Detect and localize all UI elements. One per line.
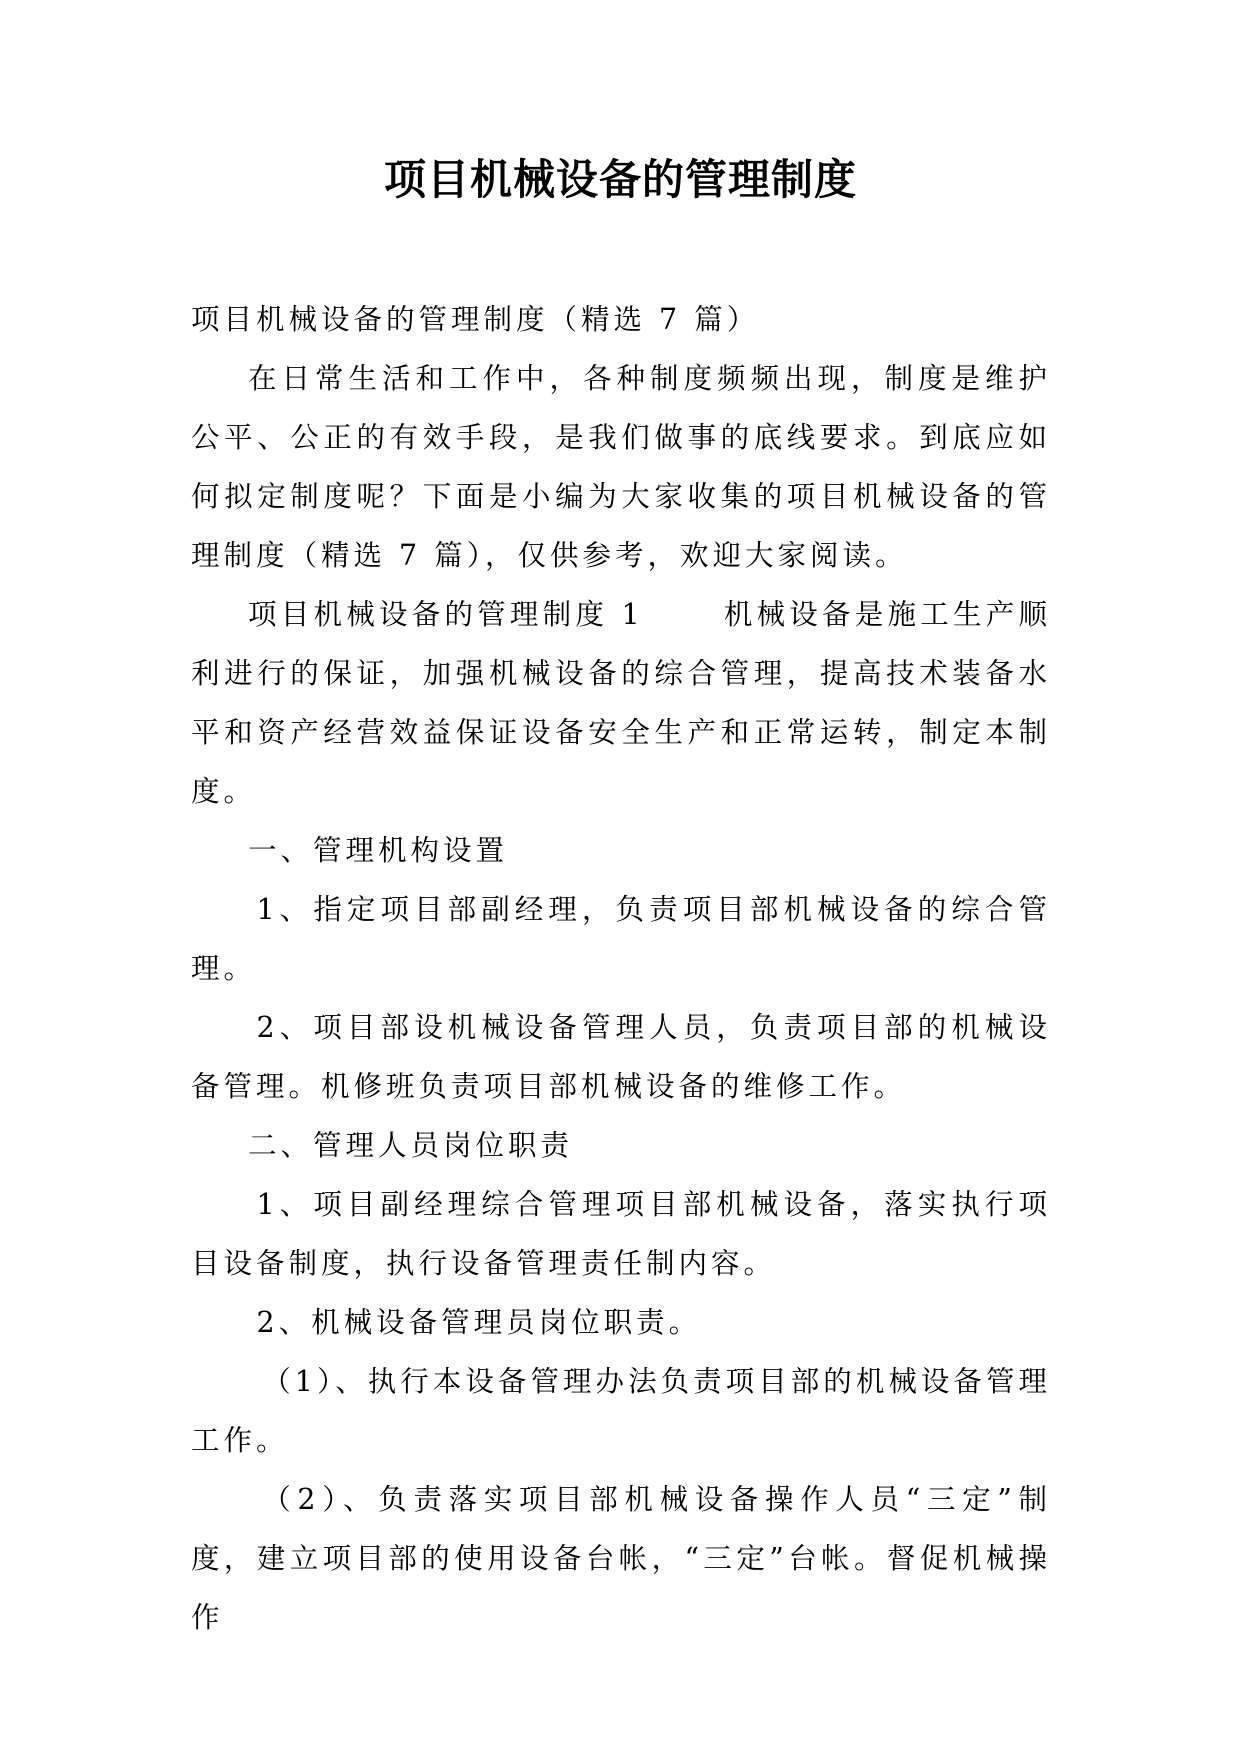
section-paragraph bbox=[191, 585, 1051, 821]
intro-paragraph: 在日常生活和工作中，各种制度频频出现，制度是维护公平、公正的有效手段，是我们做事的底线要求。到底应如何拟定制度呢？下面是小编为大家收集的项目机械设备的管理制度（精选 7 篇），仅供参考，欢迎大家阅读。 bbox=[191, 362, 1051, 572]
document-body bbox=[191, 290, 1051, 1647]
list-item: 2、项目部设机械设备管理人员，负责项目部的机械设备管理。机修班负责项目部机械设备的维修工作。 bbox=[191, 1011, 1051, 1103]
document-subtitle: 项目机械设备的管理制度（精选 7 篇） bbox=[191, 303, 760, 336]
list-item: 1、指定项目部副经理，负责项目部机械设备的综合管理。 bbox=[191, 893, 1051, 985]
heading-management-setup: 一、管理机构设置 bbox=[248, 834, 509, 867]
list-item: 2、机械设备管理员岗位职责。 bbox=[256, 1306, 702, 1339]
section-heading: 项目机械设备的管理制度 1 bbox=[248, 598, 644, 631]
list-item: 1、项目副经理综合管理项目部机械设备，落实执行项目设备制度，执行设备管理责任制内容。 bbox=[191, 1188, 1051, 1280]
sub-list-item: （2）、负责落实项目部机械设备操作人员“三定”制度，建立项目部的使用设备台帐，“三定”台帐。督促机械操作 bbox=[191, 1483, 1051, 1634]
document-title: 项目机械设备的管理制度 bbox=[383, 155, 857, 204]
sub-list-item: （1）、执行本设备管理办法负责项目部的机械设备管理工作。 bbox=[191, 1365, 1051, 1457]
heading-staff-duties: 二、管理人员岗位职责 bbox=[248, 1129, 574, 1162]
section-body: 机械设备是施工生产顺利进行的保证，加强机械设备的综合管理，提高技术装备水平和资产经营效益保证设备安全生产和正常运转，制定本制度。 bbox=[191, 598, 1051, 808]
